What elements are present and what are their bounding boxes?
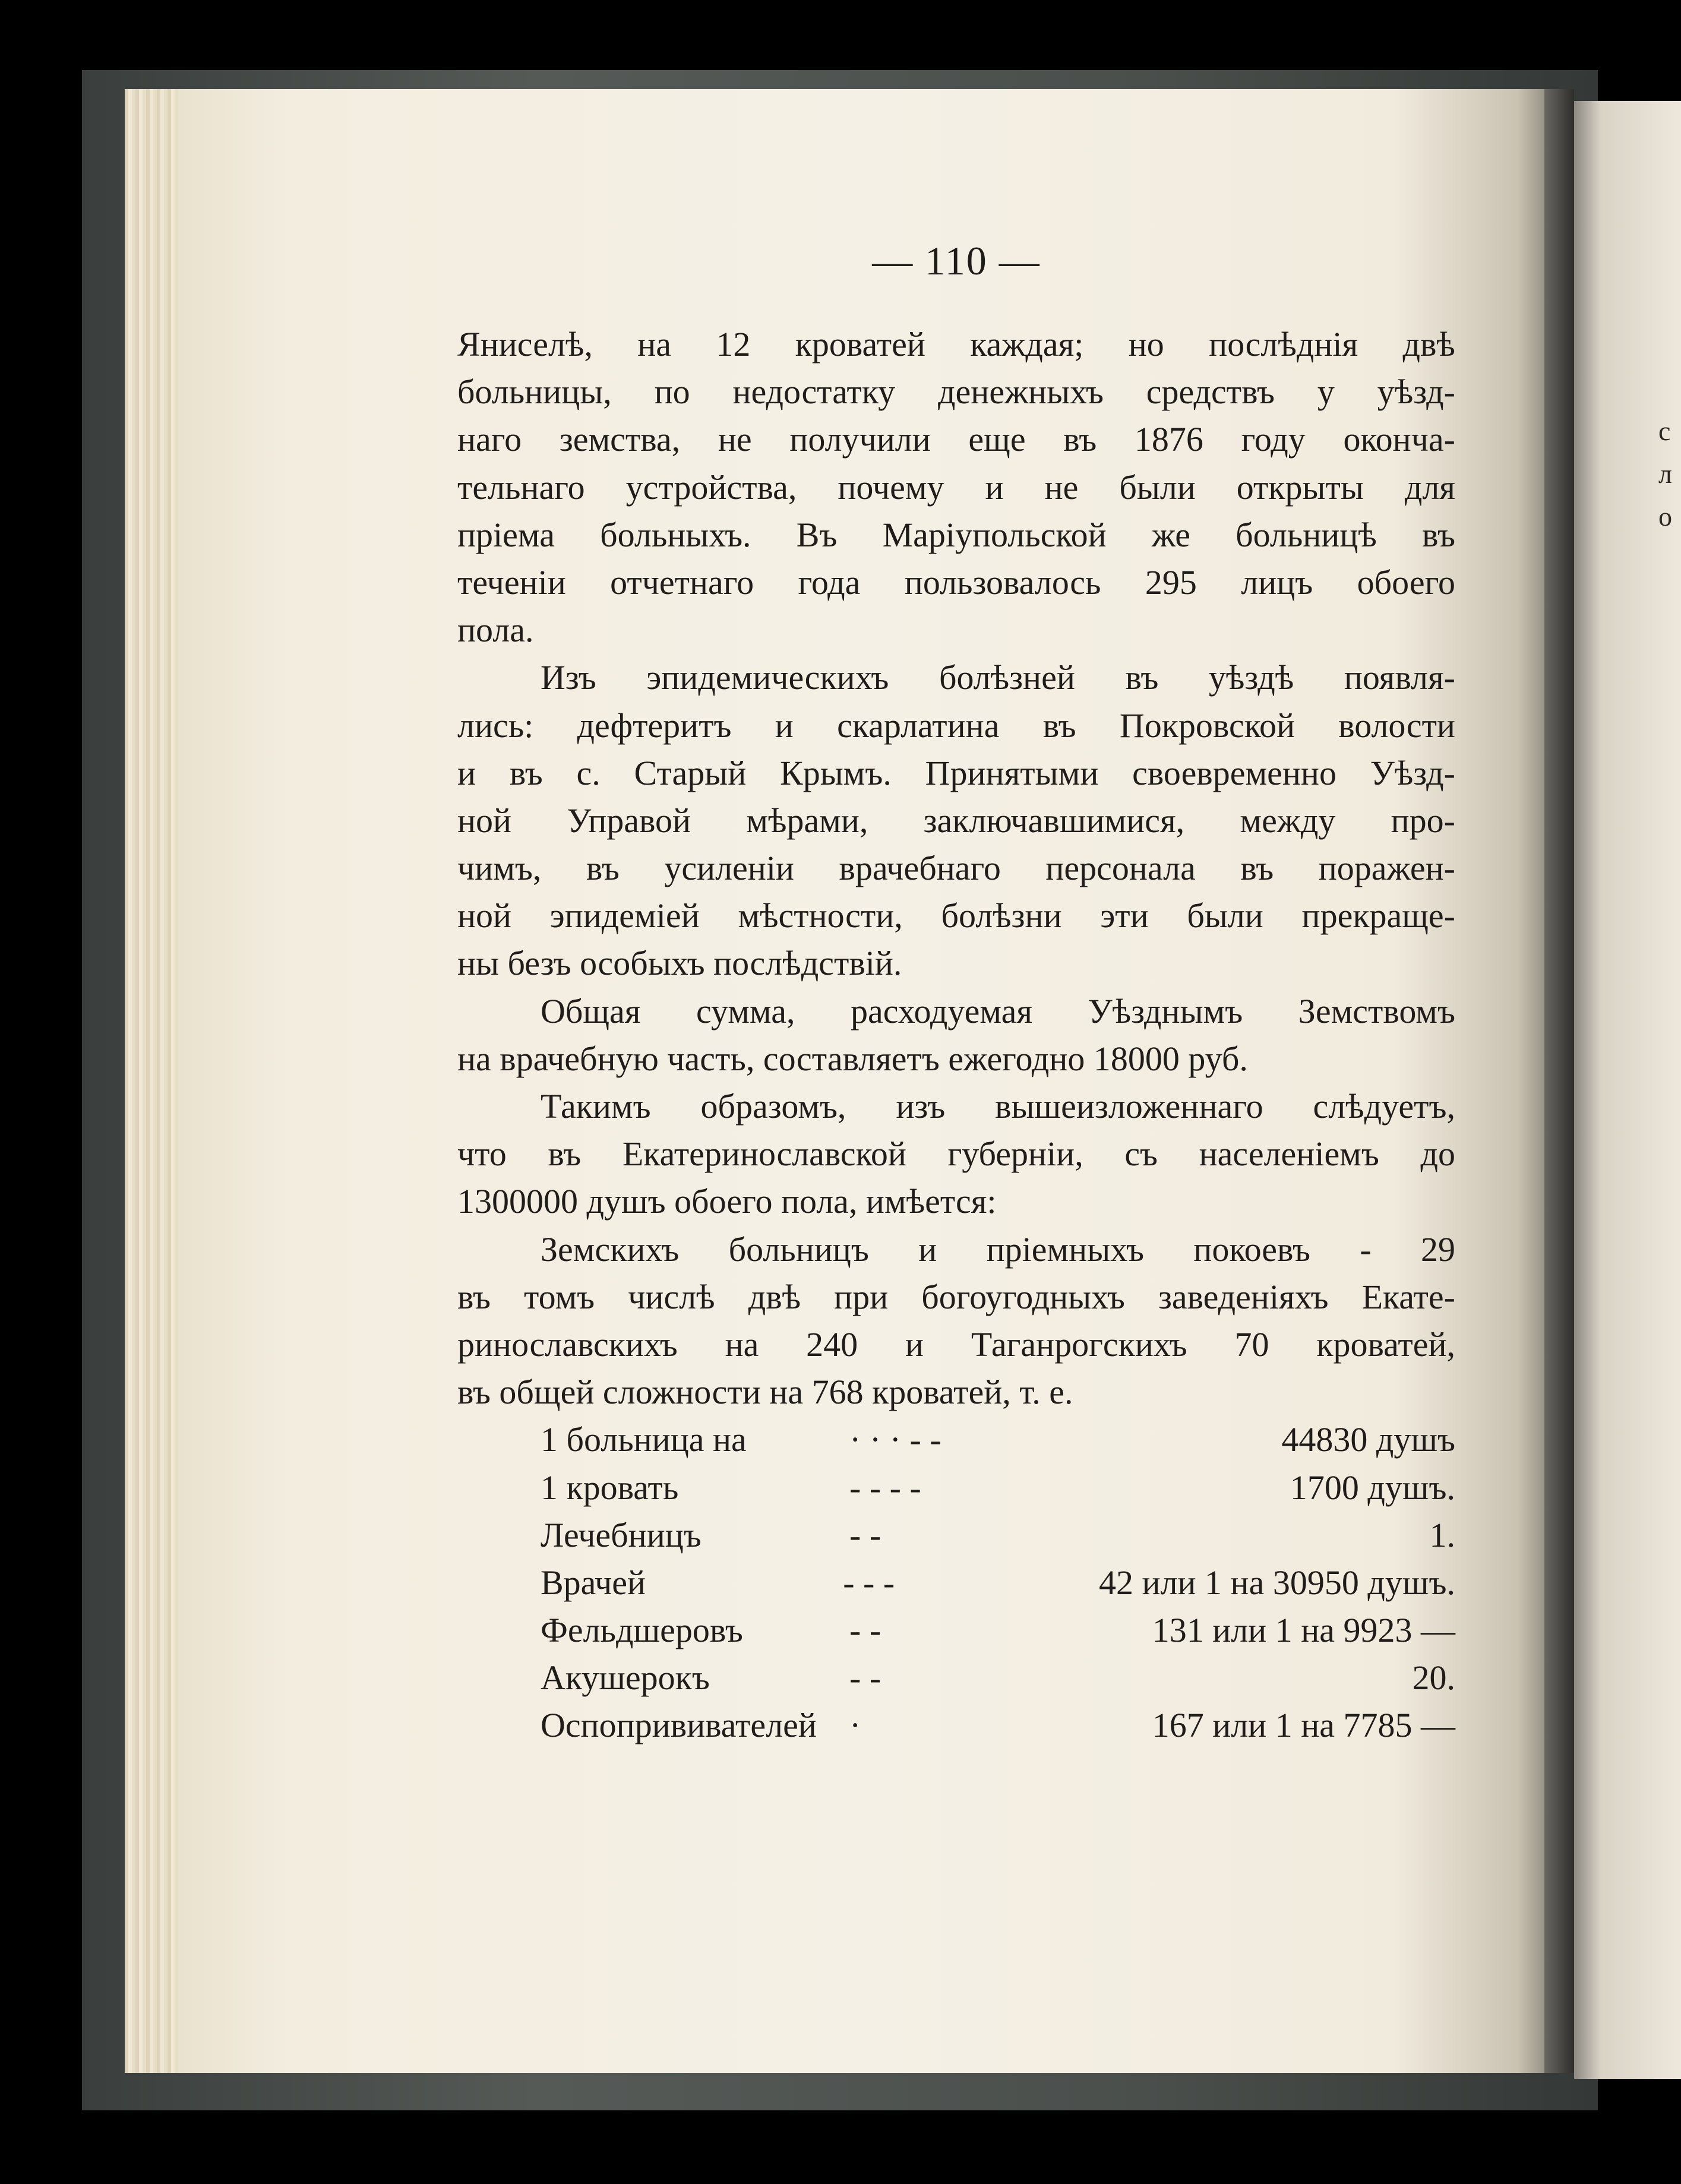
text-line: и въ с. Старый Крымъ. Принятыми своевременно Уѣзд-	[457, 753, 1455, 792]
next-page-letter: л	[1658, 459, 1672, 489]
text-line: наго земства, не получили еще въ 1876 году оконча-	[457, 420, 1455, 459]
paragraph	[457, 654, 1455, 987]
statistics-row	[457, 1559, 1455, 1607]
text-line: Изъ эпидемическихъ болѣзней въ уѣздѣ появля-	[541, 658, 1455, 697]
statistics-label: Оспопрививателей	[541, 1706, 817, 1745]
text-line: въ томъ числѣ двѣ при богоугодныхъ заведеніяхъ Екате-	[457, 1277, 1455, 1316]
text-line: чимъ, въ усиленіи врачебнаго персонала въ поражен-	[457, 849, 1455, 888]
text-line: лись: дефтеритъ и скарлатина въ Покровской волости	[457, 706, 1455, 745]
statistics-label: Фельдшеровъ	[541, 1611, 743, 1650]
page-number: — 110 —	[872, 238, 1041, 283]
statistics-list	[457, 1416, 1455, 1749]
text-line: теченіи отчетнаго года пользовалось 295 лицъ обоего	[457, 562, 1455, 602]
statistics-leader: - -	[849, 1658, 881, 1698]
statistics-value: 131 или 1 на 9923 —	[1152, 1611, 1455, 1650]
statistics-leader: - - -	[843, 1563, 895, 1602]
statistics-row	[457, 1512, 1455, 1559]
paragraph	[457, 988, 1455, 1083]
text-line: на врачебную часть, составляетъ ежегодно 18000 руб.	[457, 1039, 1248, 1078]
statistics-value: 1.	[1429, 1515, 1455, 1554]
text-line: Земскихъ больницъ и пріемныхъ покоевъ - 29	[541, 1230, 1455, 1269]
statistics-label: 1 больница на	[541, 1420, 747, 1459]
text-line: Общая сумма, расходуемая Уѣзднымъ Земствомъ	[541, 991, 1455, 1031]
statistics-row	[457, 1654, 1455, 1702]
paragraph	[457, 1083, 1455, 1226]
statistics-value: 20.	[1412, 1658, 1455, 1698]
text-line: Такимъ образомъ, изъ вышеизложеннаго слѣдуетъ,	[541, 1087, 1455, 1126]
text-line: ной Управой мѣрами, заключавшимися, между про-	[457, 801, 1455, 840]
text-line: ны безъ особыхъ послѣдствій.	[457, 944, 902, 983]
statistics-leader: ·	[849, 1706, 861, 1745]
next-page-letter: с	[1658, 416, 1671, 446]
text-line: пола.	[457, 611, 534, 650]
next-page-letter: о	[1658, 501, 1672, 532]
statistics-label: Лечебницъ	[541, 1515, 702, 1554]
statistics-value: 42 или 1 на 30950 душъ.	[1099, 1563, 1455, 1602]
statistics-label: Акушерокъ	[541, 1658, 710, 1698]
next-page-edge-text	[1658, 410, 1681, 538]
next-page	[1574, 101, 1681, 2079]
text-line: 1300000 душъ обоего пола, имѣется:	[457, 1182, 997, 1221]
statistics-row	[457, 1416, 1455, 1464]
text-line: больницы, по недостатку денежныхъ средствъ у уѣзд-	[457, 372, 1455, 412]
text-line: что въ Екатеринославской губерніи, съ населеніемъ до	[457, 1134, 1455, 1174]
statistics-leader: - -	[849, 1611, 881, 1650]
statistics-row	[457, 1702, 1455, 1749]
paragraph	[457, 1226, 1455, 1417]
statistics-leader: · · · - -	[849, 1420, 941, 1459]
statistics-label: Врачей	[541, 1563, 646, 1602]
text-line: Яниселѣ, на 12 кроватей каждая; но послѣднія двѣ	[457, 325, 1455, 364]
statistics-value: 1700 душъ.	[1290, 1468, 1455, 1507]
text-line: ной эпидеміей мѣстности, болѣзни эти были прекраще-	[457, 896, 1455, 935]
text-line: тельнаго устройства, почему и не были открыты для	[457, 467, 1455, 507]
statistics-leader: - -	[849, 1515, 881, 1554]
text-line: пріема больныхъ. Въ Маріупольской же больницѣ въ	[457, 515, 1455, 554]
statistics-label: 1 кровать	[541, 1468, 679, 1507]
text-line: въ общей сложности на 768 кроватей, т. е.	[457, 1373, 1073, 1412]
statistics-row	[457, 1464, 1455, 1512]
paragraph	[457, 321, 1455, 654]
book-gutter	[1544, 89, 1574, 2073]
statistics-row	[457, 1607, 1455, 1654]
statistics-value: 167 или 1 на 7785 —	[1152, 1706, 1455, 1745]
statistics-value: 44830 душъ	[1281, 1420, 1455, 1459]
statistics-leader: - - - -	[849, 1468, 921, 1507]
text-line: ринославскихъ на 240 и Таганрогскихъ 70 кроватей,	[457, 1325, 1455, 1364]
page-text	[457, 321, 1455, 1750]
